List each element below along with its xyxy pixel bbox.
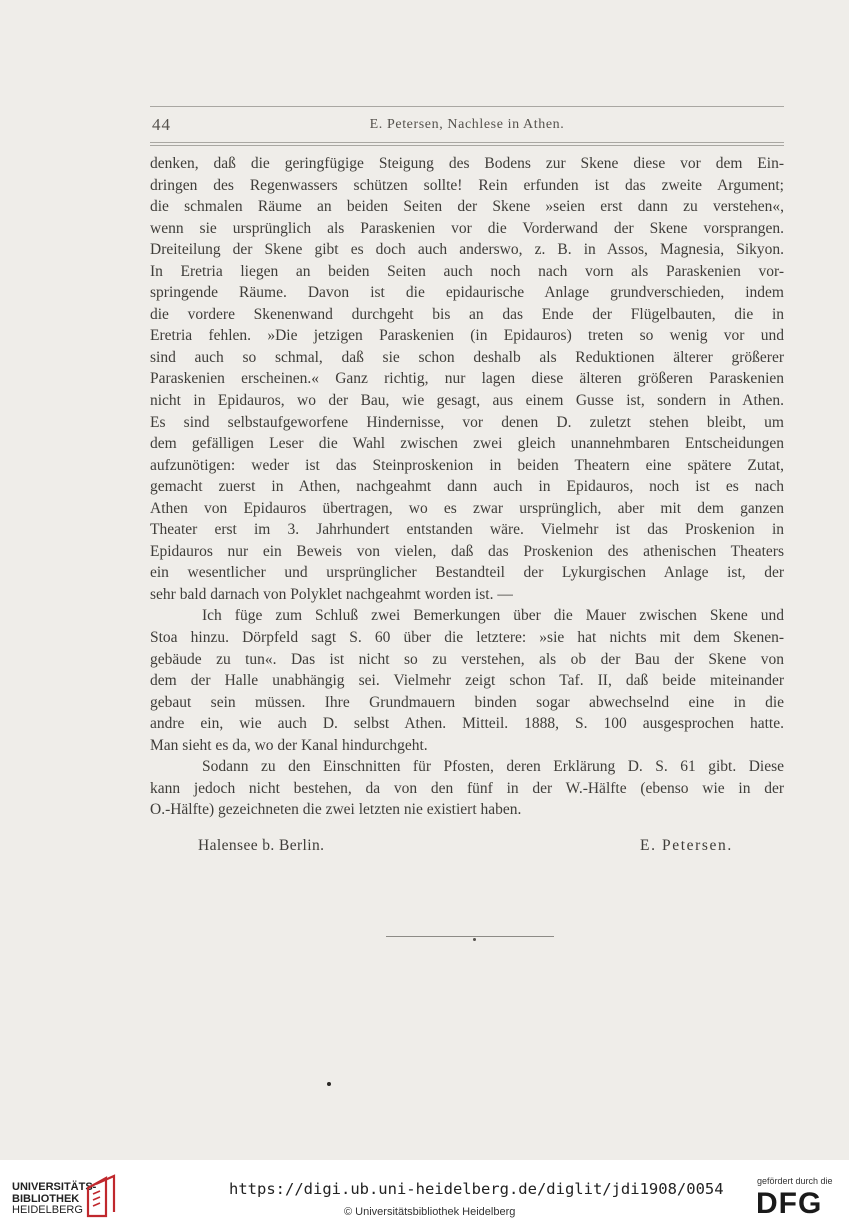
library-name-line-3: HEIDELBERG [12, 1204, 83, 1216]
header-rule-2 [150, 145, 784, 146]
body-line: gebäude zu tun«. Das ist nicht so zu verstehen, als ob der Bau der Skene von [150, 650, 784, 668]
body-line: Theater erst im 3. Jahrhundert entstanden wäre. Vielmehr ist das Proskenion in [150, 521, 784, 539]
body-line: O.-Hälfte) gezeichneten die zwei letzten nie existiert haben. [150, 801, 522, 819]
permalink-url[interactable]: https://digi.ub.uni-heidelberg.de/diglit/jdi1908/0054 [229, 1180, 724, 1198]
body-line: Epidauros nur ein Beweis von vielen, daß das Proskenion des athenischen Theaters [150, 542, 784, 560]
running-head: E. Petersen, Nachlese in Athen. [369, 117, 565, 132]
body-line: die schmalen Räume an beiden Seiten der Skene »seien erst dann zu verstehen«, [150, 198, 784, 216]
body-line: Paraskenien erscheinen.« Ganz richtig, nur lagen diese älteren größeren Paraskenien [150, 370, 784, 388]
signature-author: E. Petersen. [640, 837, 733, 854]
library-name-line-2: BIBLIOTHEK [12, 1192, 80, 1205]
funding-note: gefördert durch die [757, 1176, 833, 1186]
copyright-notice: © Universitätsbibliothek Heidelberg [344, 1206, 516, 1218]
body-line: nicht in Epidauros, wo der Bau, wie gesagt, aus einem Gusse ist, sondern in Athen. [150, 392, 784, 410]
library-name-line-1: UNIVERSITÄTS- [12, 1181, 97, 1193]
body-line: Es sind selbstaufgeworfene Hindernisse, vor denen D. zuletzt stehen bleibt, um [150, 413, 784, 431]
body-line: Sodann zu den Einschnitten für Pfosten, deren Erklärung D. S. 61 gibt. Diese [202, 758, 784, 776]
body-line: springende Räume. Davon ist die epidaurische Anlage grundverschieden, indem [150, 284, 784, 302]
page-number: 44 [152, 115, 171, 134]
body-line: gebaut sein müssen. Ihre Grundmauern binden sogar abwechselnd eine in die [150, 693, 784, 711]
body-line: Dreiteilung der Skene gibt es doch auch anderswo, z. B. in Assos, Magnesia, Sikyon. [150, 241, 784, 259]
body-line: Athen von Epidauros übertragen, wo es zwar ursprünglich, aber mit dem ganzen [150, 499, 784, 517]
closing-rule-ornament [473, 938, 476, 941]
body-line: Man sieht es da, wo der Kanal hindurchgeht. [150, 736, 428, 754]
closing-rule [386, 936, 554, 937]
header-rule-1 [150, 142, 784, 143]
ink-speck [327, 1082, 331, 1086]
body-line: In Eretria liegen an beiden Seiten auch noch nach vorn als Paraskenien vor- [150, 262, 784, 280]
body-line: Stoa hinzu. Dörpfeld sagt S. 60 über die letztere: »sie hat nichts mit dem Skenen- [150, 629, 784, 647]
body-text [150, 153, 784, 821]
body-line: dem gefälligen Leser die Wahl zwischen zwei gleich unannehmbaren Entscheidungen [150, 435, 784, 453]
body-line: dringen des Regenwassers schützen sollte! Rein erfunden ist das zweite Argument; [150, 176, 784, 194]
body-line: wenn sie ursprünglich als Paraskenien vor die Vorderwand der Skene vorsprangen. [150, 219, 784, 237]
dfg-logo: DFG [756, 1187, 823, 1220]
body-line: sehr bald darnach von Polyklet nachgeahmt worden ist. — [150, 585, 513, 603]
body-line: gemacht zuerst in Athen, nachgeahmt dann auch in Epidauros, noch ist es nach [150, 478, 784, 496]
signature-place: Halensee b. Berlin. [198, 837, 325, 854]
body-line: andre ein, wie auch D. selbst Athen. Mitteil. 1888, S. 100 ausgesprochen hatte. [150, 715, 784, 733]
body-line: denken, daß die geringfügige Steigung des Bodens zur Skene diese vor dem Ein- [150, 155, 784, 172]
body-line: ein wesentlicher und ursprünglicher Bestandteil der Lykurgischen Anlage ist, der [150, 564, 784, 582]
library-logo-icon [84, 1174, 120, 1220]
body-line: dem der Halle unabhängig sei. Vielmehr zeigt schon Taf. II, daß beide miteinander [150, 672, 784, 690]
body-line: Eretria fehlen. »Die jetzigen Paraskenien (in Epidauros) treten so wenig vor und [150, 327, 784, 345]
header-top-rule [150, 106, 784, 107]
body-line: sind auch so schmal, daß sie schon deshalb als Reduktionen älterer größerer [150, 348, 784, 366]
body-line: kann jedoch nicht bestehen, da von den fünf in der W.-Hälfte (ebenso wie in der [150, 779, 784, 797]
body-line: Ich füge zum Schluß zwei Bemerkungen über die Mauer zwischen Skene und [202, 607, 784, 625]
body-line: aufzunötigen: weder ist das Steinproskenion in beiden Theatern eine spätere Zutat, [150, 456, 784, 474]
body-line: die vordere Skenenwand durchgeht bis an das Ende der Flügelbauten, die in [150, 305, 784, 323]
